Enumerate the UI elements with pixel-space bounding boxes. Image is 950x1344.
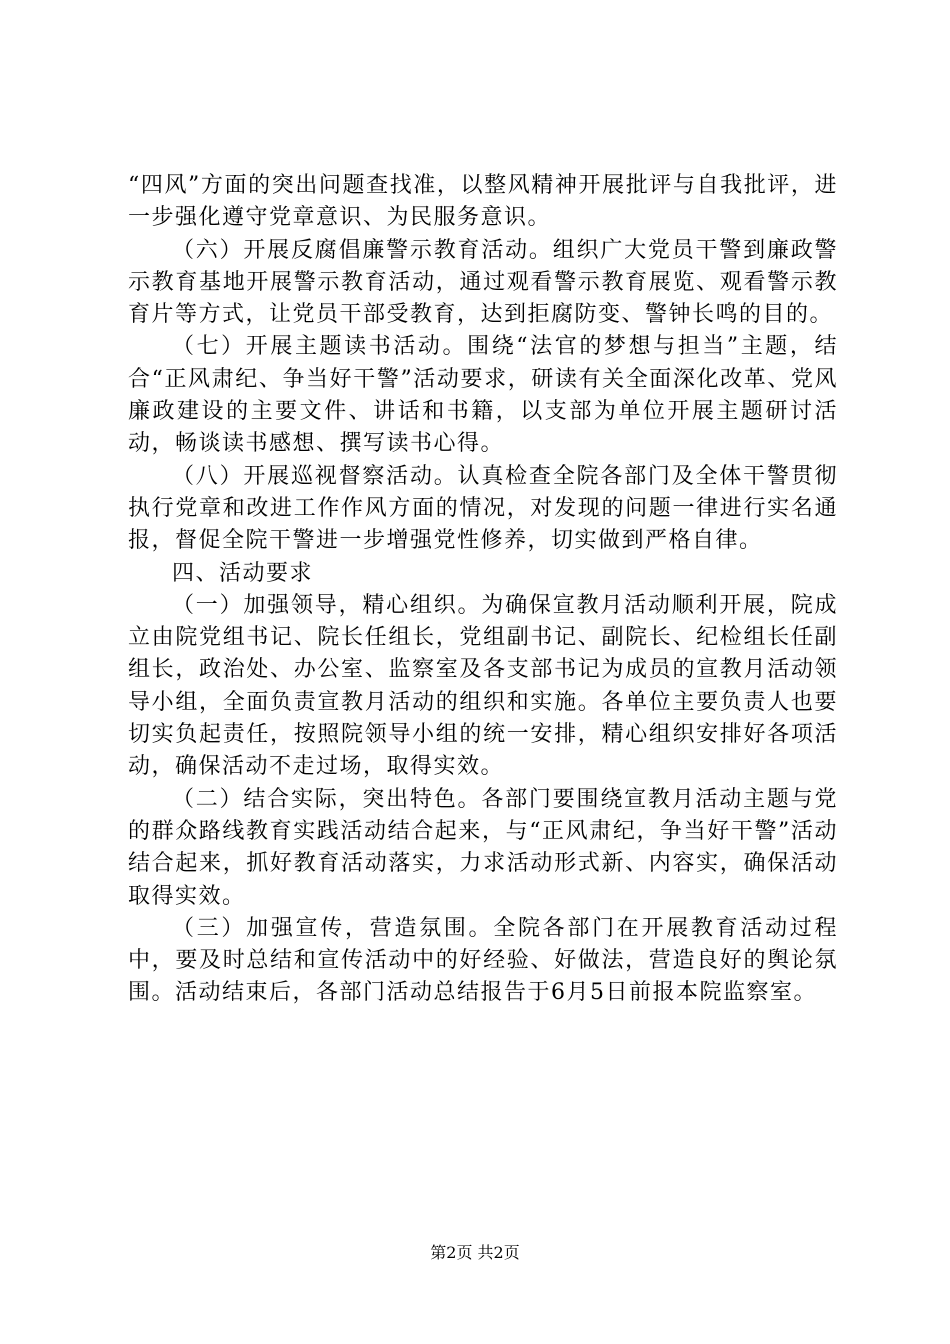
paragraph-continuation: “四风”方面的突出问题查找准，以整风精神开展批评与自我批评，进一步强化遵守党章意识、为民服务意识。 bbox=[128, 173, 838, 231]
paragraph-requirement-1: （一）加强领导，精心组织。为确保宣教月活动顺利开展，院成立由院党组书记、院长任组长，党组副书记、副院长、纪检组长任副组长，政治处、办公室、监察室及各支部书记为成员的宣教月活动领导小组，全面负责宣教月活动的组织和实施。各单位主要负责人也要切实负起责任，按照院领导小组的统一安排，精心组织安排好各项活动，确保活动不走过场，取得实效。 bbox=[128, 592, 838, 780]
section-heading-requirements: 四、活动要求 bbox=[172, 560, 314, 586]
paragraph-item-8: （八）开展巡视督察活动。认真检查全院各部门及全体干警贯彻执行党章和改进工作作风方面的情况，对发现的问题一律进行实名通报，督促全院干警进一步增强党性修养，切实做到严格自律。 bbox=[128, 463, 838, 554]
paragraph-item-7: （七）开展主题读书活动。围绕“法官的梦想与担当”主题，结合“正风肃纪、争当好干警”活动要求，研读有关全面深化改革、党风廉政建设的主要文件、讲话和书籍，以支部为单位开展主题研讨活动，畅谈读书感想、撰写读书心得。 bbox=[128, 334, 838, 457]
page-footer: 第2页 共2页 bbox=[430, 1243, 520, 1262]
paragraph-requirement-3: （三）加强宣传，营造氛围。全院各部门在开展教育活动过程中，要及时总结和宣传活动中的好经验、好做法，营造良好的舆论氛围。活动结束后，各部门活动总结报告于6月5日前报本院监察室。 bbox=[128, 915, 838, 1006]
paragraph-item-6: （六）开展反腐倡廉警示教育活动。组织广大党员干警到廉政警示教育基地开展警示教育活动，通过观看警示教育展览、观看警示教育片等方式，让党员干部受教育，达到拒腐防变、警钟长鸣的目的。 bbox=[128, 237, 838, 328]
paragraph-requirement-2: （二）结合实际，突出特色。各部门要围绕宣教月活动主题与党的群众路线教育实践活动结合起来，与“正风肃纪，争当好干警”活动结合起来，抓好教育活动落实，力求活动形式新、内容实，确保活动取得实效。 bbox=[128, 786, 838, 909]
document-body bbox=[128, 170, 838, 1010]
